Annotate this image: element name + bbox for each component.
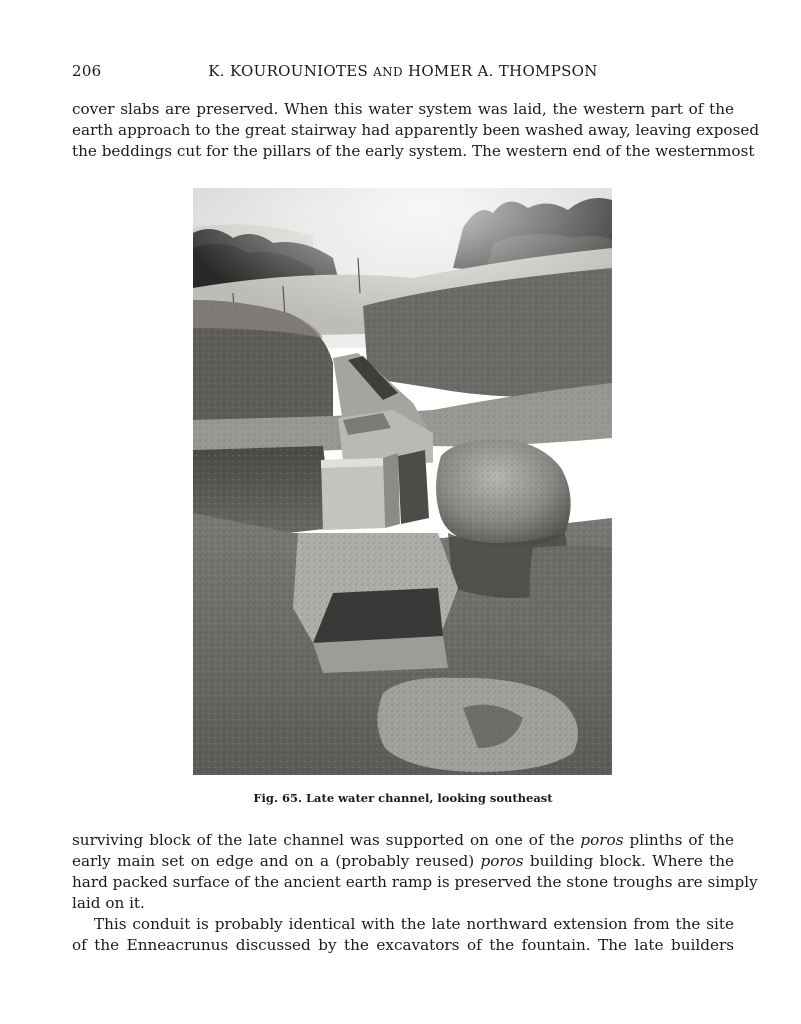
text-segment: building block. Where the — [523, 852, 734, 870]
figure-caption: Fig. 65. Late water channel, looking southeast — [253, 791, 553, 805]
text-segment: plinths of the — [623, 831, 734, 849]
running-header — [72, 62, 734, 86]
running-and: AND — [373, 65, 403, 79]
page-number: 206 — [72, 62, 102, 80]
paragraph-2 — [72, 830, 758, 914]
text-segment: surviving block of the late channel was supported on one of the — [72, 831, 581, 849]
running-title — [72, 62, 734, 80]
text-line: laid on it. — [72, 894, 145, 912]
italic-term: poros — [480, 852, 524, 870]
text-line — [72, 830, 734, 851]
text-line: of the Enneacrunus discussed by the excavators of the fountain. The late builders — [72, 936, 734, 954]
text-segment: early main set on edge and on a (probably reused) — [72, 852, 481, 870]
paragraph-3 — [72, 914, 734, 956]
text-line: cover slabs are preserved. When this water system was laid, the western part of the — [72, 100, 734, 118]
text-line: the beddings cut for the pillars of the early system. The western end of the westernmost — [72, 142, 755, 160]
text-line: This conduit is probably identical with the late northward extension from the site — [94, 915, 734, 933]
running-author-2: HOMER A. THOMPSON — [407, 62, 598, 80]
text-line — [72, 851, 734, 872]
figure-photograph — [193, 188, 612, 775]
paragraph-1 — [72, 99, 760, 162]
photograph-water-channel — [193, 188, 612, 775]
text-line: hard packed surface of the ancient earth ramp is preserved the stone troughs are simply — [72, 873, 758, 891]
italic-term: poros — [580, 831, 624, 849]
text-line: earth approach to the great stairway had apparently been washed away, leaving exposed — [72, 121, 760, 139]
running-author-1: K. KOUROUNIOTES — [208, 62, 369, 80]
